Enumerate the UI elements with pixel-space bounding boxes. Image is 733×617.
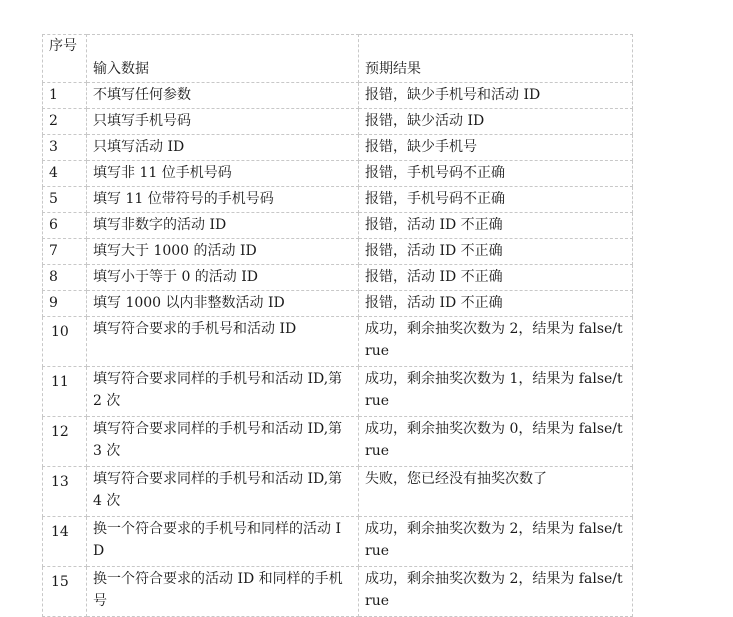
row-input: 填写大于 1000 的活动 ID bbox=[87, 239, 359, 265]
table-row bbox=[43, 213, 633, 239]
row-input: 填写 11 位带符号的手机号码 bbox=[87, 187, 359, 213]
table-row bbox=[43, 467, 633, 517]
header-index: 序号 bbox=[43, 35, 87, 83]
row-index: 14 bbox=[43, 517, 87, 567]
row-input: 只填写手机号码 bbox=[87, 109, 359, 135]
row-input: 换一个符合要求的手机号和同样的活动 ID bbox=[87, 517, 359, 567]
row-input: 填写符合要求的手机号和活动 ID bbox=[87, 317, 359, 367]
row-index: 4 bbox=[43, 161, 87, 187]
row-input: 换一个符合要求的活动 ID 和同样的手机号 bbox=[87, 567, 359, 617]
row-index: 2 bbox=[43, 109, 87, 135]
row-index: 12 bbox=[43, 417, 87, 467]
row-expected: 报错，活动 ID 不正确 bbox=[359, 291, 633, 317]
row-input: 填写符合要求同样的手机号和活动 ID,第 4 次 bbox=[87, 467, 359, 517]
row-expected: 失败，您已经没有抽奖次数了 bbox=[359, 467, 633, 517]
row-input: 填写 1000 以内非整数活动 ID bbox=[87, 291, 359, 317]
row-index: 15 bbox=[43, 567, 87, 617]
row-index: 6 bbox=[43, 213, 87, 239]
table-row bbox=[43, 161, 633, 187]
row-expected: 成功，剩余抽奖次数为 2，结果为 false/true bbox=[359, 567, 633, 617]
row-index: 1 bbox=[43, 83, 87, 109]
row-expected: 报错，活动 ID 不正确 bbox=[359, 239, 633, 265]
table-row bbox=[43, 109, 633, 135]
row-expected: 报错，活动 ID 不正确 bbox=[359, 265, 633, 291]
header-input: 输入数据 bbox=[87, 35, 359, 83]
row-input: 填写小于等于 0 的活动 ID bbox=[87, 265, 359, 291]
row-index: 10 bbox=[43, 317, 87, 367]
header-expected: 预期结果 bbox=[359, 35, 633, 83]
row-index: 7 bbox=[43, 239, 87, 265]
row-expected: 报错，活动 ID 不正确 bbox=[359, 213, 633, 239]
row-index: 9 bbox=[43, 291, 87, 317]
table-row bbox=[43, 367, 633, 417]
table-row bbox=[43, 417, 633, 467]
row-expected: 成功，剩余抽奖次数为 1，结果为 false/true bbox=[359, 367, 633, 417]
row-expected: 报错，缺少手机号和活动 ID bbox=[359, 83, 633, 109]
test-case-table-container bbox=[42, 34, 633, 617]
row-index: 5 bbox=[43, 187, 87, 213]
row-input: 填写非数字的活动 ID bbox=[87, 213, 359, 239]
row-index: 11 bbox=[43, 367, 87, 417]
table-row bbox=[43, 83, 633, 109]
table-row bbox=[43, 317, 633, 367]
table-header-row bbox=[43, 35, 633, 83]
row-index: 13 bbox=[43, 467, 87, 517]
table-row bbox=[43, 135, 633, 161]
row-expected: 报错，手机号码不正确 bbox=[359, 161, 633, 187]
row-expected: 报错，缺少手机号 bbox=[359, 135, 633, 161]
row-expected: 成功，剩余抽奖次数为 2，结果为 false/true bbox=[359, 517, 633, 567]
row-expected: 报错，手机号码不正确 bbox=[359, 187, 633, 213]
table-row bbox=[43, 567, 633, 617]
row-expected: 成功，剩余抽奖次数为 0，结果为 false/true bbox=[359, 417, 633, 467]
table-row bbox=[43, 517, 633, 567]
row-expected: 成功，剩余抽奖次数为 2，结果为 false/true bbox=[359, 317, 633, 367]
table-row bbox=[43, 265, 633, 291]
table-row bbox=[43, 187, 633, 213]
row-index: 8 bbox=[43, 265, 87, 291]
row-input: 填写符合要求同样的手机号和活动 ID,第 2 次 bbox=[87, 367, 359, 417]
row-expected: 报错，缺少活动 ID bbox=[359, 109, 633, 135]
row-input: 填写符合要求同样的手机号和活动 ID,第 3 次 bbox=[87, 417, 359, 467]
table-row bbox=[43, 239, 633, 265]
row-input: 不填写任何参数 bbox=[87, 83, 359, 109]
test-case-table bbox=[42, 34, 633, 617]
row-input: 填写非 11 位手机号码 bbox=[87, 161, 359, 187]
row-input: 只填写活动 ID bbox=[87, 135, 359, 161]
row-index: 3 bbox=[43, 135, 87, 161]
table-row bbox=[43, 291, 633, 317]
